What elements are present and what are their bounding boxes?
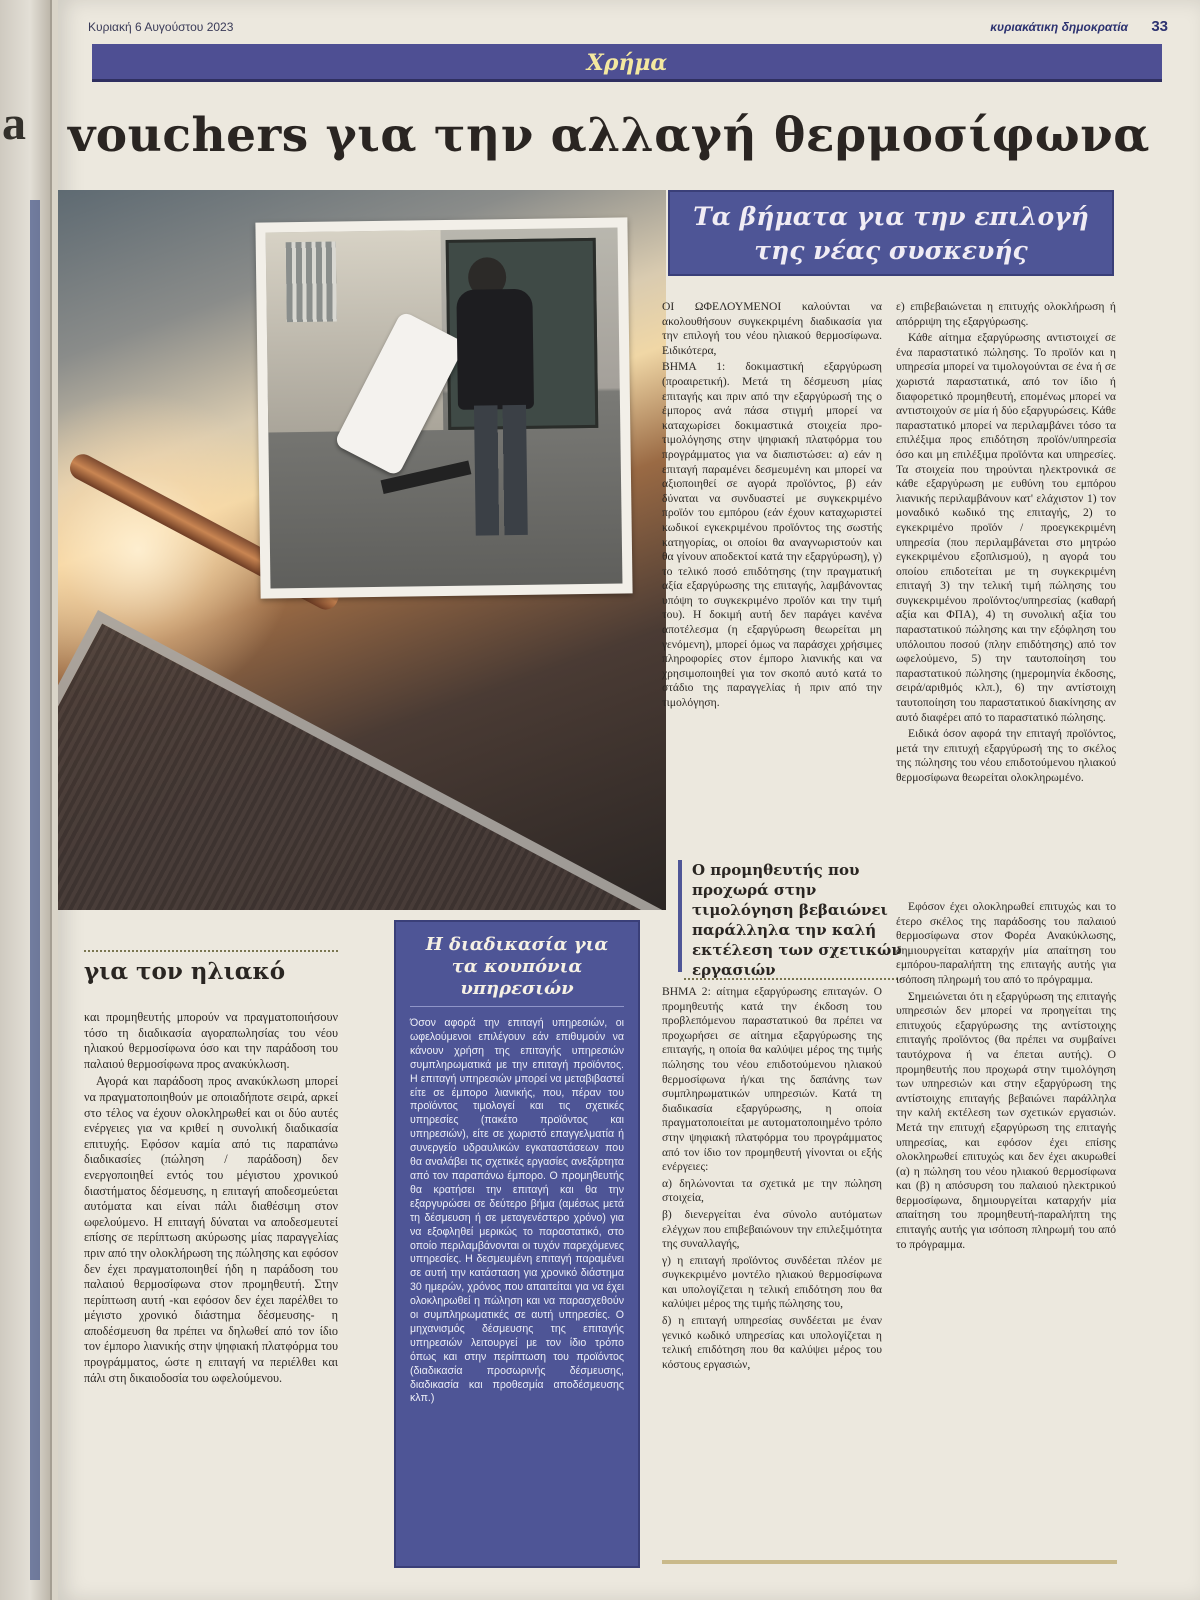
solar-subheading: για τον ηλιακό [84,950,338,994]
pull-quote: Ο προμηθευτής που προχωρά στην τιμολόγηση βεβαιώνει παράλληλα την καλή εκτέλεση των σχετικών εργασιών [678,860,908,972]
headline: vouchers για την αλλαγή θερμοσίφωνα [68,108,1150,163]
solar-column [84,1010,338,1550]
page-date: Κυριακή 6 Αυγούστου 2023 [88,20,234,34]
pull-quote-divider [684,978,902,984]
article-column-d [896,900,1116,1540]
coupon-sidebar-body: Όσον αφορά την επιταγή υπηρεσιών, οι ωφελούμενοι επιλέγουν εάν επιθυμούν να κάνουν χρήση της επιταγής υπηρεσιών συμπληρωματικά με την επιταγή προϊόντος. Η επιταγή υπηρεσιών μπορεί να μεταβιβαστεί είτε σε έμπορο λιανικής, που, πέραν του προϊόντος τιμολογεί και τις σχετικές υπηρεσίες (πακέτο προϊόντος και υπηρεσιών), είτε σε χωριστό επαγγελματία ή συνεργείο υδραυλικών εγκαταστάσεων που θα αναλάβει τις σχετικές εργασίες ανεξάρτητα από τον παραπάνω έμπορο. Ο προμηθευτής θα κρατήσει την επιταγή και θα την εξαργυρώσει σε δεύτερο βήμα (αμέσως μετά τη δέσμευση ή σε μεταγενέστερο χρόνο) για να εξοφληθεί μερικώς το παραστατικό, στο οποίο περιλαμβάνονται οι τυχόν παρεχόμενες υπηρεσίες. Η δεσμευμένη επιταγή παραμένει σε αυτή την κατάσταση για χρονικό διάστημα 30 ημερών, χρόνος που απαιτείται για να έχει ολοκληρωθεί η πώληση και να παρασχεθούν οι συμπληρωματικές σε αυτή υπηρεσίες. Ο μηχανισμός δέσμευσης της επιταγής υπηρεσιών λειτουργεί με τον ίδιο τρόπο όπως και στην περίπτωση του προϊόντος (διαδικασία προσωρινής δέσμευσης, διαδικασία και προθεσμία αποδέσμευσης κλπ.) [410,1017,624,1405]
article-column-c [662,985,882,1545]
page-number: 33 [1151,18,1168,35]
article-column-a [662,300,882,840]
bottom-divider [662,1560,1117,1564]
paragraph: Ειδικά όσον αφορά την επιταγή προϊόντος, μετά την επιτυχή εξαργύρωσή της το σκέλος της πώλησης του νέου επιδοτούμενου ηλιακού θερμοσίφωνα θεωρείται ολοκληρωμένο. [896,727,1116,784]
steps-box-title: Τα βήματα για την επιλογή της νέας συσκευής [668,190,1114,276]
coupon-sidebar-title: Η διαδικασία για τα κουπόνια υπηρεσιών [410,934,624,1007]
delivery-photo [255,217,632,598]
section-banner: Χρήμα [92,44,1162,82]
delivery-scene [266,228,623,589]
coupon-sidebar [394,920,640,1568]
list-item: β) διενεργείται ένα σύνολο αυτόματων ελέγχων που επιβεβαιώνουν την επιλεξιμότητα της συναλλαγής, [662,1207,882,1251]
list-item: α) δηλώνονται τα σχετικά με την πώληση στοιχεία, [662,1176,882,1205]
paragraph: ΒΗΜΑ 1: δοκιμαστική εξαργύρωση (προαιρετική). Μετά τη δέσμευση μίας επιταγής και πριν από την εξαργύρωσή της ο έμπορος ανά πάσα στιγμή μπορεί να καταχωρίσει δοκιμαστικά στοιχεία προ-τιμολόγησης στην ψηφιακή πλατφόρμα του προγράμματος για να διαπιστώσει: α) εάν η επιταγή παραμένει δεσμευμένη και μπορεί να αξιοποιηθεί σε αγορά προϊόντος, β) εάν δύναται να συνδυαστεί με συγκεκριμένο προϊόν του εμπόρου (εάν έχουν καταχωριστεί κωδικοί εγκεκριμένου προϊόντος της σωστής κατηγορίας, οι οποίοι θα αναγνωριστούν και θα γίνουν αποδεκτοί κατά την εξαργύρωση), γ) το τελικό ποσό επιδότησης (την πραγματική αξία εξαργύρωσης της επιταγής, λαμβάνοντας υπόψη το συγκεκριμένο προϊόν και την τιμή του). Η δοκιμή αυτή δεν παράγει κανένα αποτέλεσμα (η εξαργύρωση θεωρείται μη γενόμενη), μπορεί όμως να παράσχει χρήσιμες πληροφορίες στον έμπορο λιανικής και να χρησιμοποιηθεί για τον σκοπό αυτό κατά το στάδιο της παραγγελίας ή πριν από την τιμολόγηση. [662,360,882,710]
paragraph: Σημειώνεται ότι η εξαργύρωση της επιταγής υπηρεσιών δεν μπορεί να προηγείται της επιτυχούς εξαργύρωσης της αντίστοιχης επιταγής προϊόντος (θα πρέπει να συμβαίνει ταυτόχρονα ή να έπεται αυτής). Ο προμηθευτής που προχωρά στην τιμολόγηση των υπηρεσιών και στην εξαργύρωση της αντίστοιχης επιταγής βεβαιώνει παράλληλα την καλή εκτέλεση των σχετικών εργασιών. Μετά την επιτυχή εξαργύρωση της επιταγής υπηρεσίας, και εφόσον έχει επίσης ολοκληρωθεί επιτυχώς και δεν έχει ακυρωθεί (α) η πώληση του νέου ηλιακού θερμοσίφωνα και (β) η απόσυρση του παλαιού ηλεκτρικού θερμοσίφωνα, δημιουργείται καταρχήν μία απαίτηση του προμηθευτή-παραλήπτη της επιταγής αυτής για ισόποση πληρωμή του από το πρόγραμμα. [896,989,1116,1251]
adjacent-page-fragment: a [2,97,26,150]
worker [456,289,534,410]
paragraph: ΟΙ ΩΦΕΛΟΥΜΕΝΟΙ καλούνται να ακολουθήσουν συγκεκριμένη διαδικασία για την επιλογή του νέου ηλιακού θερμοσίφωνα. Ειδικότερα, [662,300,882,357]
adjacent-page-edge [0,0,52,1600]
list-item: δ) η επιταγή υπηρεσίας συνδέεται με έναν γενικό κωδικό υπηρεσίας και υπολογίζεται η τελική επιδότηση που θα καλύψει μέρος του κόστους εργασιών, [662,1314,882,1371]
paragraph: Κάθε αίτημα εξαργύρωσης αντιστοιχεί σε ένα παραστατικό πώλησης. Το προϊόν και η υπηρεσία μπορεί να τιμολογούνται σε ένα ή σε χωριστά παραστατικά, από τον ίδιο ή διαφορετικό προμηθευτή, επομένως μπορεί να αντιστοιχούν σε μία ή δύο εξαργυρώσεις. Κάθε παραστατικό μπορεί να περιλαμβάνει τόσο τα επιλέξιμα προς επιδότηση προϊόν/υπηρεσία όσο και μη επιλέξιμα προϊόντα και υπηρεσίες. Τα στοιχεία που τηρούνται ηλεκτρονικά σε κάθε εξαργύρωση με ευθύνη του εμπόρου λιανικής περιλαμβάνουν κατ' ελάχιστον 1) τον μοναδικό κωδικό της επιταγής, 2) το εγκεκριμένο προϊόν / προεγκεκριμένη υπηρεσία (που περιλαμβάνεται στο μητρώο εγκεκριμένου εξοπλισμού), η αγορά του οποίου επιδοτείται με τη συγκεκριμένη επιταγή 3) την τελική τιμή πώλησης του συγκεκριμένου προϊόντος/υπηρεσίας (καθαρή αξία και ΦΠΑ), 4) τη συνολική αξία του παραστατικού πώλησης και την εξόφληση του υπόλοιπου ποσού (πλην επιδότησης) από τον ωφελούμενο, 5) την ταυτοποίηση του παραστατικού πώλησης (ημερομηνία έκδοσης, σειρά/αριθμός κλπ.), 6) την αντίστοιχη ταυτοποίηση του παραστατικού διακίνησης αν αυτό διαφέρει από το παραστατικό πώλησης. [896,331,1116,724]
paragraph: ΒΗΜΑ 2: αίτημα εξαργύρωσης επιταγών. Ο προμηθευτής κατά την έκδοση του προβλεπόμενου παραστατικού θα πρέπει να προχωρήσει σε αίτημα εξαργύρωσης της επιταγής, η οποία θα καλύψει μέρος της τιμής πώλησης του νέου επιδοτούμενου ηλιακού θερμοσίφωνα ή/και της δαπάνης των συμπληρωματικών υπηρεσιών. Κατά τη διαδικασία εξαργύρωσης, η οποία πραγματοποιείται με αυτοματοποιημένο τρόπο στην ψηφιακή πλατφόρμα του προγράμματος από τον ίδιο τον προμηθευτή γίνονται οι εξής ενέργειες: [662,985,882,1174]
paragraph: και προμηθευτής μπορούν να πραγματοποιήσουν τόσο τη διαδικασία αγοραπωλησίας του νέου ηλιακού θερμοσίφωνα όσο και την παράδοση του παλαιού θερμοσίφωνα προς ανακύκλωση. [84,1010,338,1071]
paragraph: Αγορά και παράδοση προς ανακύκλωση μπορεί να πραγματοποιηθούν με οποιαδήποτε σειρά, αρκεί στο τέλος να έχουν ολοκληρωθεί και οι δύο αυτές ενέργειες για να κριθεί η συνολική διαδικασία επιτυχής. Εφόσον καμία από τις παραπάνω διαδικασίες (πώληση / παράδοση) δεν ενεργοποιηθεί εντός του μέγιστου χρονικού διαστήματος δέσμευσης, η επιταγή αποδεσμεύεται αυτόματα και είναι πάλι διαθέσιμη στον ωφελούμενο. Η επιταγή δύναται να αποδεσμευτεί επίσης σε περίπτωση ακύρωσης μίας παραγγελίας πριν από την ολοκλήρωση της πώλησης και εφόσον δεν έχει πραγματοποιηθεί ήδη η παράδοση του παλαιού θερμοσίφωνα στον προμηθευτή. Στην περίπτωση αυτή -και εφόσον δεν έχει παρέλθει το μέγιστο χρονικό διάστημα δέσμευσης- η αποδέσμευση θα πρέπει να δηλωθεί από τον ίδιο τον έμπορο λιανικής στην ψηφιακή πλατφόρμα του προγράμματος, ώστε η επιταγή να περιέλθει και πάλι στη δικαιοδοσία του ωφελούμενου. [84,1074,338,1385]
adjacent-page-blue-edge [30,200,40,1580]
worker-legs [474,405,528,536]
page-header [88,16,1168,36]
list-item: γ) η επιταγή προϊόντος συνδέεται πλέον με συγκεκριμένο μοντέλο ηλιακού θερμοσίφωνα και υπολογίζεται η τελική επιδότηση που θα καλύψει μέρος της τιμής πώλησης του, [662,1253,882,1311]
article-column-b [896,300,1116,890]
newspaper-page [58,0,1200,1600]
building-window [286,241,337,322]
newspaper-name: κυριακάτικη δημοκρατία [990,20,1128,34]
solar-panel-graphic [58,610,666,910]
paragraph: ε) επιβεβαιώνεται η επιτυχής ολοκλήρωση ή απόρριψη της εξαργύρωσης. [896,300,1116,328]
paragraph: Εφόσον έχει ολοκληρωθεί επιτυχώς και το έτερο σκέλος της παράδοσης του παλαιού θερμοσίφωνα στον Φορέα Ανακύκλωσης, δημιουργείται καταρχήν μία απαίτηση του εμπόρου-παραλήπτη της επιταγής αυτής για ισόποση πληρωμή του από το πρόγραμμα. [896,900,1116,986]
